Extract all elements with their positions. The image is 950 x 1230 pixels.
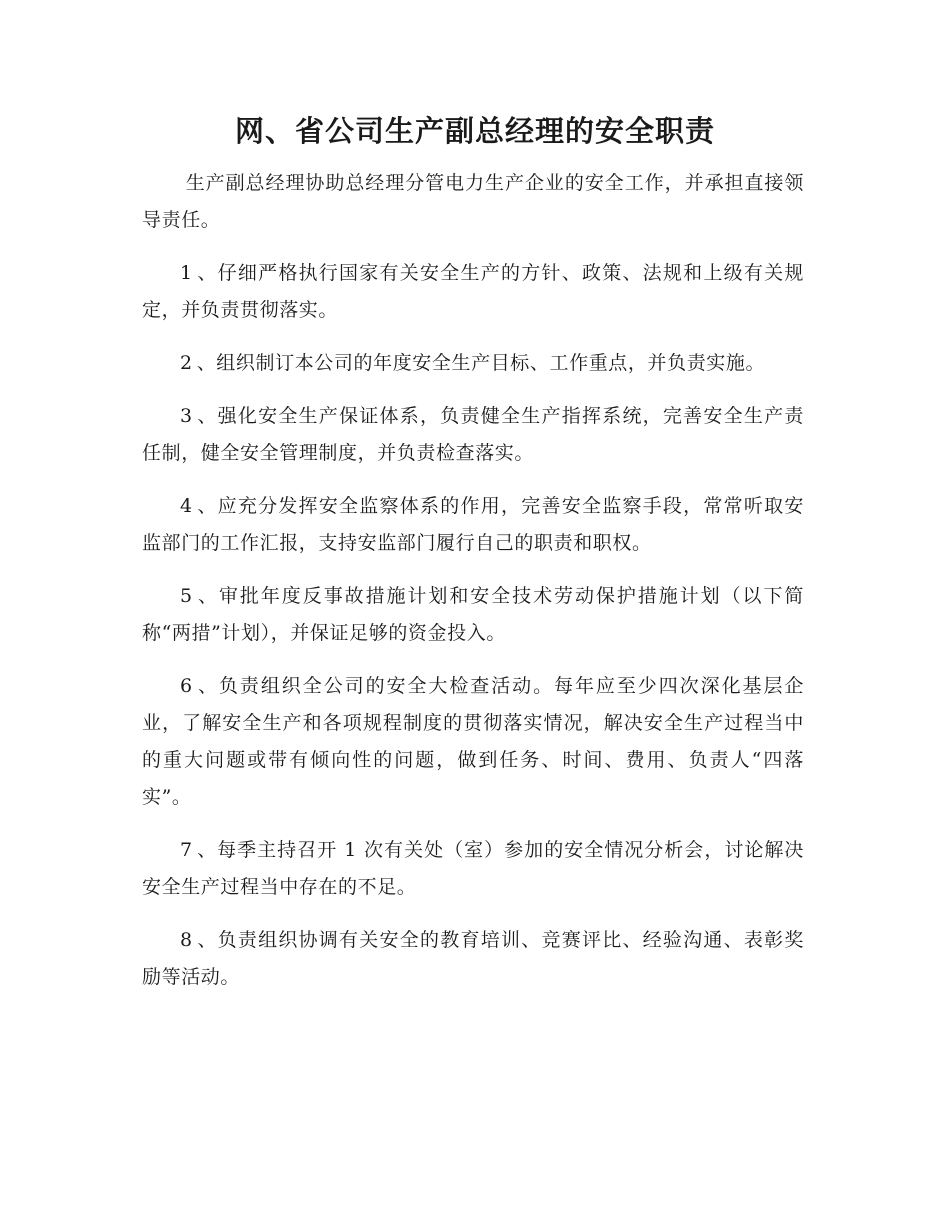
duty-item-3 — [142, 398, 804, 472]
document-body — [142, 165, 804, 996]
document-title: 网、省公司生产副总经理的安全职责 — [234, 114, 715, 148]
item-text: 、负责组织全公司的安全大检查活动。每年应至少四次深化基层企业，了解安全生产和各项规程制度的贯彻落实情况，解决安全生产过程当中的重大问题或带有倾向性的问题，做到任务、时间、费用、负责人“四落实”。 — [142, 675, 804, 808]
item-text: 、强化安全生产保证体系，负责健全生产指挥系统，完善安全生产责任制，健全安全管理制度，并负责检查落实。 — [142, 405, 804, 464]
item-number: 6 — [180, 675, 193, 697]
item-number: 2 — [180, 352, 193, 374]
item-number: 7 — [180, 839, 193, 861]
duty-item-1 — [142, 255, 804, 329]
duty-item-8 — [142, 922, 804, 996]
item-number: 4 — [180, 495, 193, 517]
item-text: 、每季主持召开 1 次有关处（室）参加的安全情况分析会，讨论解决安全生产过程当中存在的不足。 — [142, 839, 804, 898]
duty-item-5 — [142, 578, 804, 652]
item-text: 、应充分发挥安全监察体系的作用，完善安全监察手段，常常听取安监部门的工作汇报，支持安监部门履行自己的职责和职权。 — [142, 495, 804, 554]
duty-item-7 — [142, 832, 804, 906]
item-text: 、审批年度反事故措施计划和安全技术劳动保护措施计划（以下简称“两措”计划），并保证足够的资金投入。 — [142, 585, 804, 644]
item-number: 3 — [180, 405, 193, 427]
item-number: 1 — [180, 262, 193, 284]
intro-paragraph: 生产副总经理协助总经理分管电力生产企业的安全工作，并承担直接领导责任。 — [142, 172, 804, 231]
item-text: 、负责组织协调有关安全的教育培训、竞赛评比、经验沟通、表彰奖励等活动。 — [142, 929, 804, 988]
duty-item-4 — [142, 488, 804, 562]
item-number: 8 — [180, 929, 193, 951]
item-number: 5 — [180, 585, 193, 607]
duty-item-2 — [142, 345, 804, 382]
item-text: 、仔细严格执行国家有关安全生产的方针、政策、法规和上级有关规定，并负责贯彻落实。 — [142, 262, 804, 321]
item-text: 、组织制订本公司的年度安全生产目标、工作重点，并负责实施。 — [196, 352, 766, 374]
duty-item-6 — [142, 668, 804, 816]
